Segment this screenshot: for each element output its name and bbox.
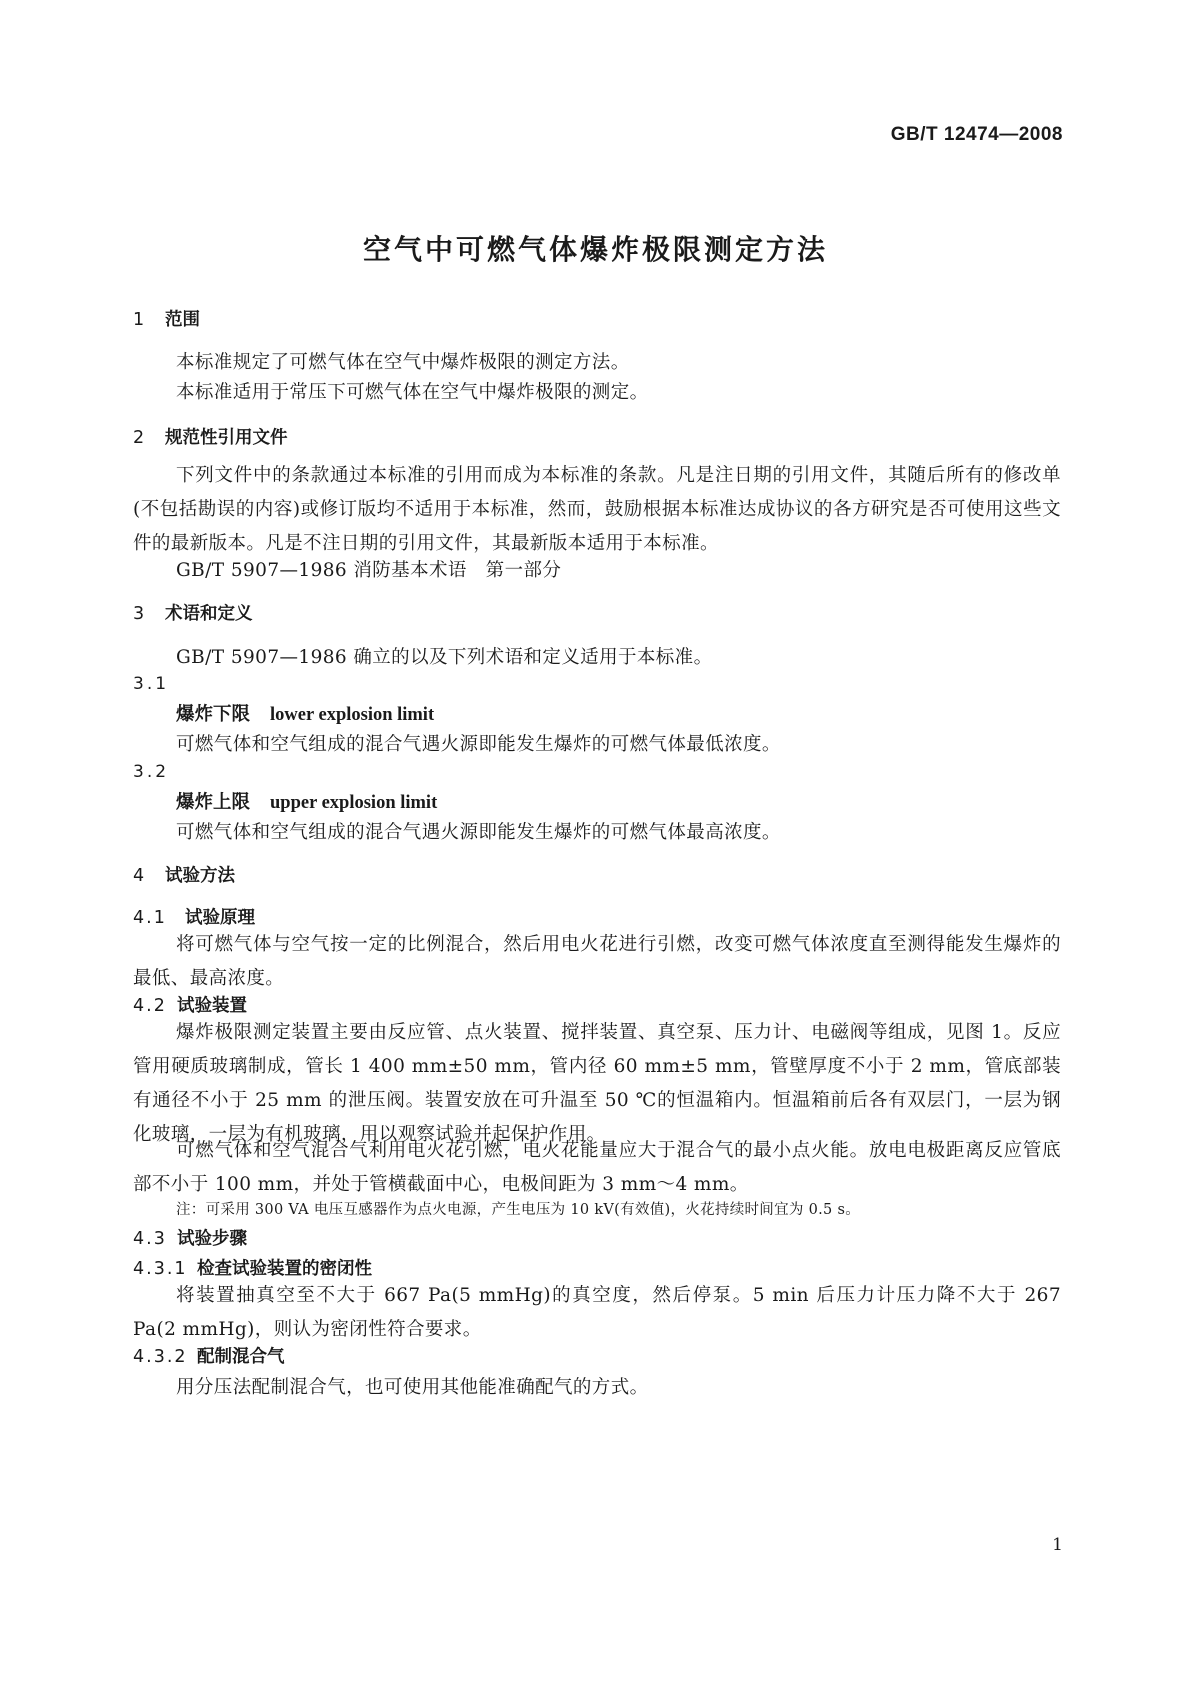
section-1-paragraph-1: 本标准规定了可燃气体在空气中爆炸极限的测定方法。	[176, 352, 630, 373]
section-number: 4.3	[133, 1229, 167, 1249]
term-3-1-definition: 可燃气体和空气组成的混合气遇火源即能发生爆炸的可燃气体最低浓度。	[176, 734, 781, 755]
term-english: lower explosion limit	[270, 705, 435, 725]
term-english: upper explosion limit	[270, 793, 438, 813]
term-3-2-number: 3.2	[133, 762, 170, 782]
section-1-heading	[133, 306, 200, 331]
section-number: 4.2	[133, 996, 167, 1016]
section-title: 规范性引用文件	[165, 428, 288, 448]
section-4-2-heading	[133, 992, 247, 1017]
section-number: 4.3.1	[133, 1259, 188, 1279]
section-4-3-2-heading	[133, 1343, 285, 1368]
term-3-2-definition: 可燃气体和空气组成的混合气遇火源即能发生爆炸的可燃气体最高浓度。	[176, 822, 781, 843]
section-number: 4.1	[133, 908, 167, 928]
term-3-1	[176, 700, 434, 726]
section-3-heading	[133, 600, 253, 625]
section-title: 试验原理	[185, 908, 255, 928]
section-1-paragraph-2: 本标准适用于常压下可燃气体在空气中爆炸极限的测定。	[176, 382, 649, 403]
section-3-paragraph-1: GB/T 5907—1986 确立的以及下列术语和定义适用于本标准。	[176, 647, 713, 668]
section-number: 2	[133, 428, 145, 448]
normative-reference: GB/T 5907—1986 消防基本术语 第一部分	[176, 560, 562, 581]
section-4-2-paragraph-2: 可燃气体和空气混合气利用电火花引燃，电火花能量应大于混合气的最小点火能。放电电极距离反应管底部不小于 100 mm，并处于管横截面中心，电极间距为 3 mm～4 mm。	[133, 1140, 1061, 1195]
page-number: 1	[1052, 1535, 1063, 1555]
section-4-3-heading	[133, 1225, 247, 1250]
term-chinese: 爆炸下限	[176, 704, 251, 725]
section-4-3-1-heading	[133, 1255, 372, 1280]
section-4-2-paragraph-1: 爆炸极限测定装置主要由反应管、点火装置、搅拌装置、真空泵、压力计、电磁阀等组成，见图 1。反应管用硬质玻璃制成，管长 1 400 mm±50 mm，管内径 60 mm±5 mm，管壁厚度不小于 2 mm，管底部装有通径不小于 25 mm 的泄压阀。装置安放在可升温至 50 ℃的恒温箱内。恒温箱前后各有双层门，一层为钢化玻璃，一层为有机玻璃，用以观察试验并起保护作用。	[133, 1022, 1061, 1145]
section-2-paragraph-1: 下列文件中的条款通过本标准的引用而成为本标准的条款。凡是注日期的引用文件，其随后所有的修改单(不包括勘误的内容)或修订版均不适用于本标准，然而，鼓励根据本标准达成协议的各方研究是否可使用这些文件的最新版本。凡是不注日期的引用文件，其最新版本适用于本标准。	[133, 465, 1061, 554]
section-4-1-heading	[133, 904, 255, 929]
section-2-heading	[133, 424, 288, 449]
section-4-1-paragraph: 将可燃气体与空气按一定的比例混合，然后用电火花进行引燃，改变可燃气体浓度直至测得能发生爆炸的最低、最高浓度。	[133, 934, 1061, 989]
section-title: 范围	[165, 310, 200, 330]
section-number: 3	[133, 604, 145, 624]
section-title: 配制混合气	[197, 1347, 285, 1367]
section-title: 术语和定义	[165, 604, 253, 624]
section-number: 1	[133, 310, 145, 330]
section-4-2-note: 注：可采用 300 VA 电压互感器作为点火电源，产生电压为 10 kV(有效值)，火花持续时间宜为 0.5 s。	[176, 1202, 861, 1218]
section-number: 4.3.2	[133, 1347, 188, 1367]
section-title: 检查试验装置的密闭性	[197, 1259, 372, 1279]
document-title: 空气中可燃气体爆炸极限测定方法	[362, 233, 828, 266]
term-3-1-number: 3.1	[133, 674, 170, 694]
section-4-heading	[133, 862, 235, 887]
section-title: 试验装置	[177, 996, 247, 1016]
section-title: 试验方法	[165, 866, 235, 886]
standard-code: GB/T 12474—2008	[890, 124, 1063, 145]
section-4-3-2-paragraph: 用分压法配制混合气，也可使用其他能准确配气的方式。	[176, 1377, 649, 1398]
section-title: 试验步骤	[177, 1229, 247, 1249]
term-chinese: 爆炸上限	[176, 792, 251, 813]
section-number: 4	[133, 866, 145, 886]
term-3-2	[176, 788, 437, 814]
section-4-3-1-paragraph: 将装置抽真空至不大于 667 Pa(5 mmHg)的真空度，然后停泵。5 min 后压力计压力降不大于 267 Pa(2 mmHg)，则认为密闭性符合要求。	[133, 1285, 1061, 1340]
